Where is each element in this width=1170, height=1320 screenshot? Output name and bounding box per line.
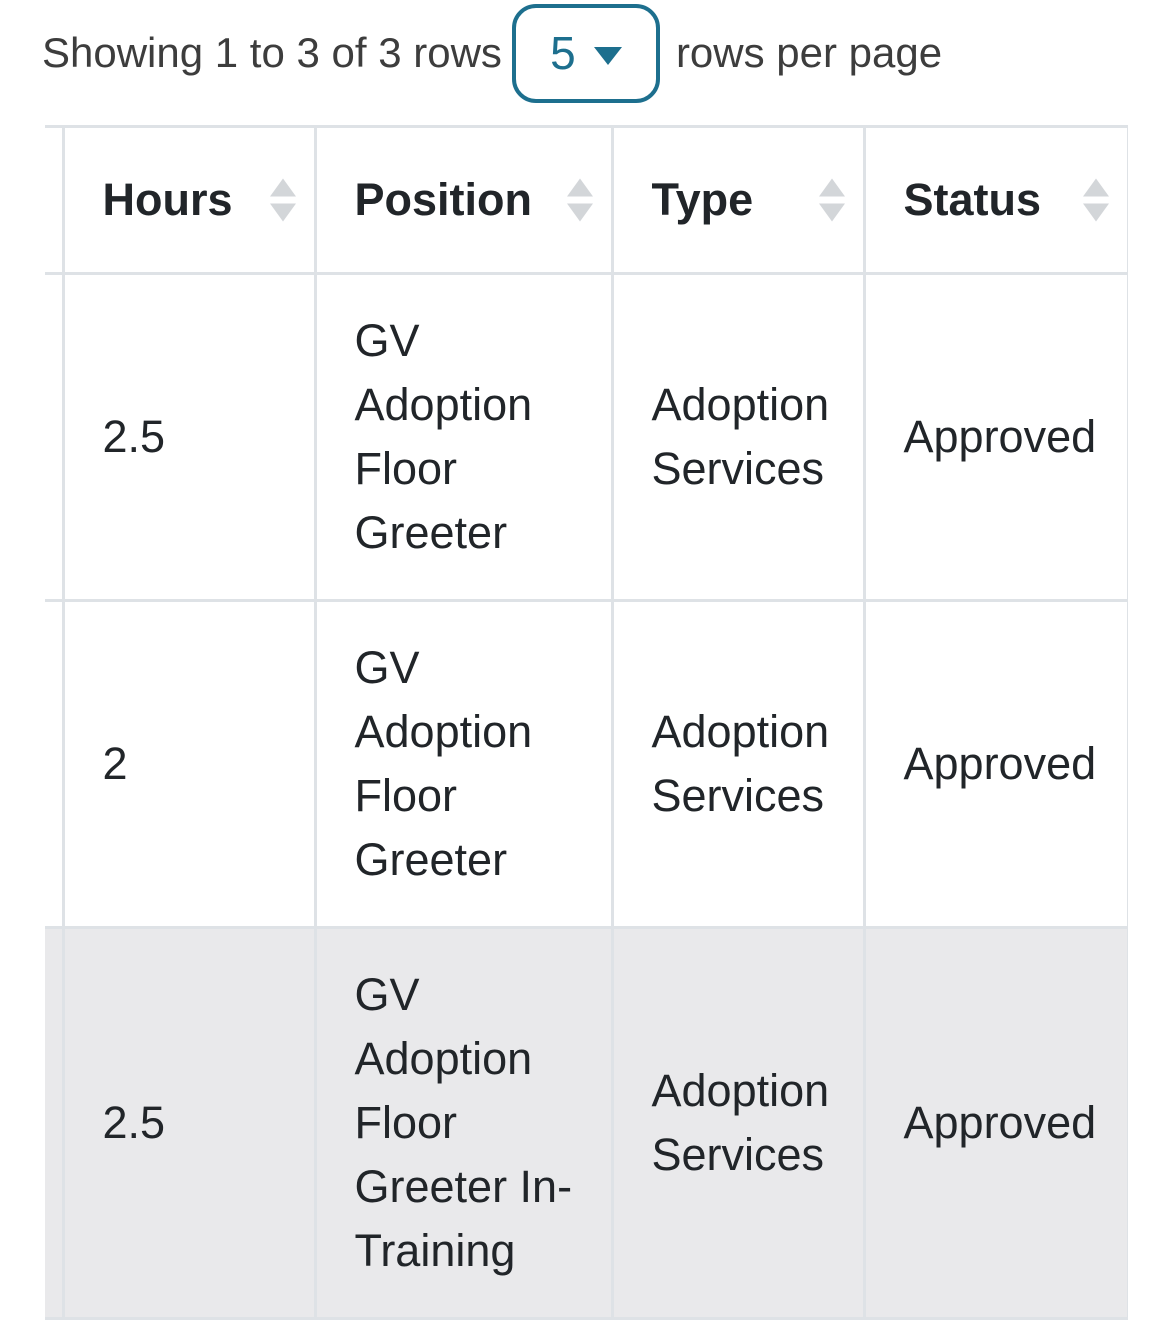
column-label: Position xyxy=(354,174,532,225)
status-cell: Approved xyxy=(864,601,1128,928)
table-row[interactable] xyxy=(45,928,1128,1319)
volunteer-hours-table xyxy=(45,125,1128,1320)
clipped-cell xyxy=(45,601,63,928)
sort-icon xyxy=(819,179,845,222)
sort-icon xyxy=(270,179,296,222)
position-cell: GV Adoption Floor Greeter xyxy=(315,274,612,601)
page-size-value: 5 xyxy=(550,27,576,79)
column-header-hours[interactable] xyxy=(63,127,315,274)
column-header-position[interactable] xyxy=(315,127,612,274)
column-label: Type xyxy=(651,174,754,225)
page-size-dropdown[interactable] xyxy=(512,4,660,103)
hours-cell: 2.5 xyxy=(63,274,315,601)
caret-down-icon xyxy=(594,47,622,65)
table-wrap xyxy=(45,125,1128,1320)
sort-icon xyxy=(567,179,593,222)
status-cell: Approved xyxy=(864,274,1128,601)
hours-cell: 2.5 xyxy=(63,928,315,1319)
column-label: Status xyxy=(903,174,1042,225)
hours-cell: 2 xyxy=(63,601,315,928)
clipped-column-header xyxy=(45,127,63,274)
type-cell: Adoption Services xyxy=(612,601,864,928)
header-row xyxy=(45,127,1128,274)
position-cell: GV Adoption Floor Greeter In-Training xyxy=(315,928,612,1319)
rows-per-page-label: rows per page xyxy=(675,29,943,76)
type-cell: Adoption Services xyxy=(612,928,864,1319)
table-row[interactable] xyxy=(45,601,1128,928)
clipped-cell xyxy=(45,928,63,1319)
sort-icon xyxy=(1083,179,1109,222)
pagination-bar xyxy=(42,0,1170,103)
pagination-summary: Showing 1 to 3 of 3 rows xyxy=(42,29,502,76)
table-row[interactable] xyxy=(45,274,1128,601)
column-header-status[interactable] xyxy=(864,127,1128,274)
clipped-cell xyxy=(45,274,63,601)
position-cell: GV Adoption Floor Greeter xyxy=(315,601,612,928)
status-cell: Approved xyxy=(864,928,1128,1319)
column-header-type[interactable] xyxy=(612,127,864,274)
column-label: Hours xyxy=(102,174,233,225)
type-cell: Adoption Services xyxy=(612,274,864,601)
